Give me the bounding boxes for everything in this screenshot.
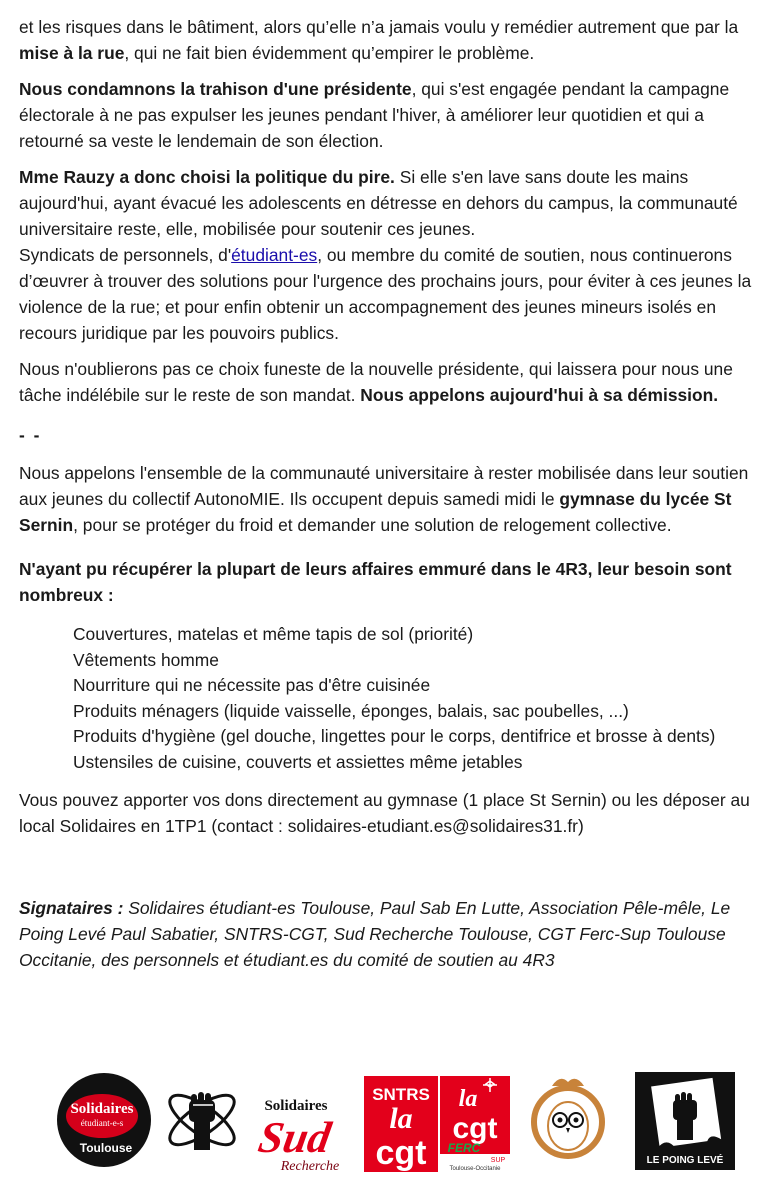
text: Si elle s'en lave sans doute les mains aujourd'hui, ayant évacué les adolescents en détresse en dehors du campus, la communauté universitaire reste, elle, mobilisée pour soutenir ces jeunes. [19, 167, 738, 239]
sud-recherche-logo [250, 1096, 360, 1176]
separator: - - [19, 425, 42, 445]
list-item: Couvertures, matelas et même tapis de sol (priorité) [73, 624, 474, 644]
text: Nous appelons l'ensemble de la communauté universitaire à rester mobilisée dans leur soutien aux jeunes du collectif AutonoMIE. Ils occupent depuis samedi midi le [19, 463, 749, 509]
text: et les risques dans le bâtiment, alors qu’elle n’a jamais voulu y remédier autrement que par la [19, 17, 739, 37]
emphasis: Mme Rauzy a donc choisi la politique du pire. [19, 167, 395, 187]
logo-text: SNTRS [372, 1085, 430, 1104]
etudiant-es-link[interactable]: étudiant-es [231, 245, 318, 265]
sntrs-cgt-logo [364, 1076, 438, 1172]
signatories-text: Solidaires étudiant-es Toulouse, Paul Sab En Lutte, Association Pêle-mêle, Le Poing Levé Paul Sabatier, SNTRS-CGT, Sud Recherche Toulouse, CGT Ferc-Sup Toulouse Occitanie, des personnels et étudiant.es du comité de soutien au 4R3 [19, 898, 731, 970]
paragraph-donation: Vous pouvez apporter vos dons directement au gymnase (1 place St Sernin) ou les déposer au local Solidaires en 1TP1 (contact : solidaires-etudiant.es@solidaires31.fr) [19, 790, 750, 836]
raised-fist-atom-icon [160, 1078, 244, 1162]
logo-text: FERC [447, 1141, 481, 1155]
paragraph-risks [19, 14, 769, 66]
emphasis: mise à la rue [19, 43, 125, 63]
logo-text: la [389, 1102, 413, 1135]
list-item: Produits ménagers (liquide vaisselle, éponges, balais, sac poubelles, ...) [73, 700, 629, 721]
logo-strip [0, 1068, 781, 1176]
logo-text: étudiant-e-s [80, 1118, 124, 1128]
text: , qui s'est engagée pendant la campagne électorale à ne pas expulser les jeunes pendant l'hiver, à améliorer leur quotidien et qui a retourné sa veste le lendemain de son élection. [19, 79, 730, 151]
list-item: Produits d'hygiène (gel douche, lingettes pour le corps, dentifrice et brosse à dents) [73, 726, 716, 746]
paragraph-mobilisation [19, 460, 769, 538]
text: Syndicats de personnels, d' [19, 245, 232, 265]
logo-text: la [458, 1086, 478, 1112]
emphasis: N'ayant pu récupérer la plupart de leurs affaires emmuré dans le 4R3, leur besoin sont nombreux : [19, 559, 732, 605]
logo-text: LE POING LEVÉ [646, 1155, 724, 1166]
le-poing-leve-logo [635, 1072, 735, 1170]
solidaires-etudiants-logo [56, 1072, 152, 1168]
cgt-ferc-sup-logo [440, 1076, 510, 1172]
logo-text: cgt [375, 1134, 427, 1172]
text: , ou membre du comité de soutien, nous continuerons d’œuvrer à trouver des solutions pour l'urgence des prochains jours, pour éviter à ces jeunes la violence de la rue; et pour enfin obtenir un accompagnement des jeunes mineurs isolés en recours juridique par les pouvoirs publics. [19, 245, 752, 343]
needs-list [19, 622, 769, 775]
text: , pour se protéger du froid et demander une solution de relogement collective. [73, 515, 672, 535]
document-body [19, 14, 769, 983]
text: Nous n'oublierons pas ce choix funeste de la nouvelle présidente, qui laissera pour nous une tâche indélébile sur le reste de son mandat. [19, 359, 733, 405]
signatories-label: Signataires : [19, 898, 124, 918]
list-item: Vêtements homme [73, 649, 219, 670]
list-item: Nourriture qui ne nécessite pas d'être cuisinée [73, 675, 431, 695]
owl-hand-icon [530, 1072, 606, 1164]
logo-text: Solidaires [264, 1098, 328, 1114]
needs-heading [19, 556, 769, 608]
text: , qui ne fait bien évidemment qu’empirer le problème. [124, 43, 535, 63]
paragraph-condemnation [19, 76, 769, 154]
logo-text: Solidaires [70, 1101, 134, 1117]
emphasis: Nous appelons aujourd'hui à sa démission. [360, 385, 719, 405]
paragraph-resignation [19, 356, 769, 408]
emphasis: gymnase du lycée St Sernin [19, 489, 732, 535]
paragraph-rauzy [19, 164, 769, 346]
logo-text: Sud [254, 1112, 335, 1162]
signatories [19, 895, 769, 973]
logo-text: Recherche [280, 1159, 340, 1174]
logo-text: Toulouse [79, 1141, 133, 1155]
logo-text: Toulouse-Occitanie [449, 1166, 501, 1172]
emphasis: Nous condamnons la trahison d'une présidente [19, 79, 412, 99]
logo-text: cgt [452, 1112, 498, 1145]
logo-text: SUP [490, 1157, 506, 1164]
list-item: Ustensiles de cuisine, couverts et assiettes même jetables [73, 751, 523, 772]
